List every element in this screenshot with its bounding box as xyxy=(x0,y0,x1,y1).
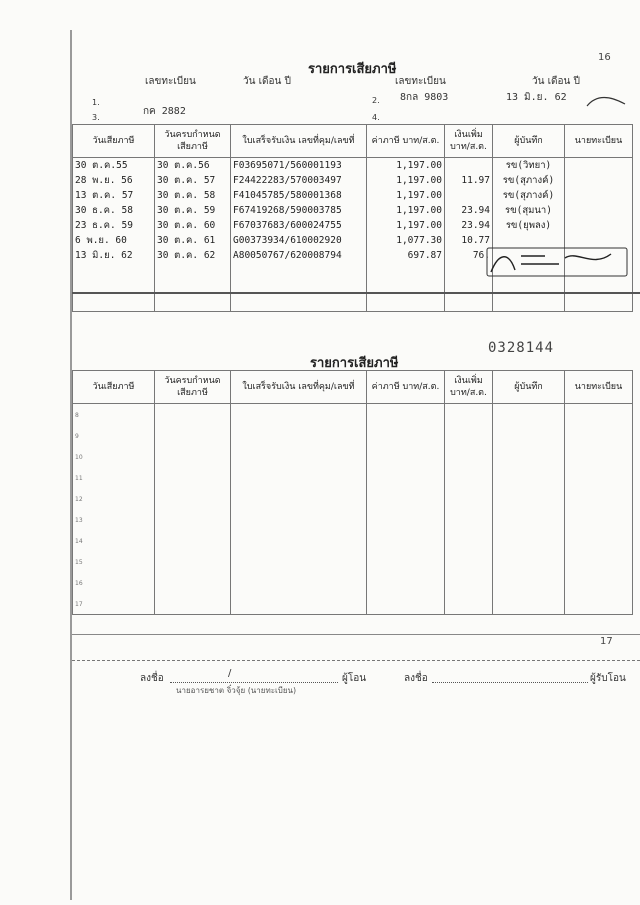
row-receipt: A80050767/620008794 xyxy=(231,248,367,263)
reg-number-2: 2. xyxy=(372,96,380,105)
section-divider-bottom xyxy=(72,634,640,635)
row-due: 30 ต.ค.56 xyxy=(155,158,231,174)
col-recorder: ผู้บันทึก xyxy=(493,125,565,158)
table-row xyxy=(73,572,633,593)
page-number-top: 16 xyxy=(598,52,611,63)
row-due: 30 ต.ค. 57 xyxy=(155,173,231,188)
section-divider xyxy=(72,292,640,294)
row-due: 30 ต.ค. 61 xyxy=(155,233,231,248)
row-paid: 13 มิ.ย. 62 xyxy=(73,248,155,263)
row-number: 17 xyxy=(75,601,83,608)
signature-mark-icon xyxy=(585,92,630,112)
dashed-divider xyxy=(72,660,640,662)
page-number-bottom: 17 xyxy=(600,636,613,647)
table-row xyxy=(73,218,633,233)
row-number: 15 xyxy=(75,559,83,566)
row-recorder: รข(ยุพลง) xyxy=(493,218,565,233)
row-recorder: รข(สุภางค์) xyxy=(493,173,565,188)
row-receipt: F67037683/600024755 xyxy=(231,218,367,233)
col-recorder: ผู้บันทึก xyxy=(493,371,565,404)
table-row xyxy=(73,158,633,174)
row-extra: 23.94 xyxy=(445,218,493,233)
table-header-row xyxy=(73,125,633,158)
col-due-date: วันครบกำหนด เสียภาษี xyxy=(155,371,231,404)
tax-table-top xyxy=(72,124,633,312)
row-tax: 697.87 xyxy=(367,248,445,263)
reg-number-3: 3. xyxy=(92,113,100,122)
reg-number-4: 4. xyxy=(372,113,380,122)
table-row xyxy=(73,593,633,615)
row-registrar xyxy=(565,188,633,203)
col-receipt: ใบเสร็จรับเงิน เลขที่คุม/เลขที่ xyxy=(231,125,367,158)
row-paid: 30 ธ.ค. 58 xyxy=(73,203,155,218)
row-receipt: G00373934/610002920 xyxy=(231,233,367,248)
signer-name: นายอารยชาต จิ๋วจุ้ย (นายทะเบียน) xyxy=(176,686,297,695)
table-row xyxy=(73,530,633,551)
table-row xyxy=(73,467,633,488)
row-paid: 13 ต.ค. 57 xyxy=(73,188,155,203)
row-extra: 23.94 xyxy=(445,203,493,218)
date-label-left: วัน เดือน ปี xyxy=(243,76,291,87)
table-row xyxy=(73,425,633,446)
col-receipt: ใบเสร็จรับเงิน เลขที่คุม/เลขที่ xyxy=(231,371,367,404)
sign-line-right xyxy=(432,682,588,683)
row-tax: 1,197.00 xyxy=(367,218,445,233)
col-paid-date: วันเสียภาษี xyxy=(73,125,155,158)
row-paid: 6 พ.ย. 60 xyxy=(73,233,155,248)
col-tax: ค่าภาษี บาท/ส.ต. xyxy=(367,125,445,158)
row-tax: 1,197.00 xyxy=(367,188,445,203)
row-tax: 1,197.00 xyxy=(367,158,445,174)
transferor-label: ผู้โอน xyxy=(342,673,367,684)
row-due: 30 ต.ค. 59 xyxy=(155,203,231,218)
row-paid: 28 พ.ย. 56 xyxy=(73,173,155,188)
row-tax: 1,197.00 xyxy=(367,203,445,218)
row-receipt: F67419268/590003785 xyxy=(231,203,367,218)
date-label-right: วัน เดือน ปี xyxy=(532,76,580,87)
col-extra: เงินเพิ่ม บาท/ส.ต. xyxy=(445,125,493,158)
row-tax: 1,077.30 xyxy=(367,233,445,248)
row-paid: 23 ธ.ค. 59 xyxy=(73,218,155,233)
table-row xyxy=(73,446,633,467)
row-paid: 30 ต.ค.55 xyxy=(73,158,155,174)
official-stamp-icon xyxy=(485,244,630,280)
table-row xyxy=(73,509,633,530)
reg-value-2: 8กล 9803 xyxy=(400,92,449,103)
page-title-top: รายการเสียภาษี xyxy=(308,62,397,77)
row-receipt: F41045785/580001368 xyxy=(231,188,367,203)
row-extra: 11.97 xyxy=(445,173,493,188)
row-number: 16 xyxy=(75,580,83,587)
col-tax: ค่าภาษี บาท/ส.ต. xyxy=(367,371,445,404)
row-number: 12 xyxy=(75,496,83,503)
row-extra xyxy=(445,158,493,174)
row-due: 30 ต.ค. 62 xyxy=(155,248,231,263)
row-extra xyxy=(445,188,493,203)
col-extra: เงินเพิ่ม บาท/ส.ต. xyxy=(445,371,493,404)
col-registrar: นายทะเบียน xyxy=(565,125,633,158)
table-row xyxy=(73,488,633,509)
table-row xyxy=(73,551,633,572)
col-registrar: นายทะเบียน xyxy=(565,371,633,404)
page-title-bottom: รายการเสียภาษี xyxy=(310,356,399,371)
row-number: 11 xyxy=(75,475,83,482)
row-number: 13 xyxy=(75,517,83,524)
row-number: 9 xyxy=(75,433,79,440)
row-registrar xyxy=(565,203,633,218)
row-due: 30 ต.ค. 60 xyxy=(155,218,231,233)
col-paid-date: วันเสียภาษี xyxy=(73,371,155,404)
reg-label-left: เลขทะเบียน xyxy=(145,76,196,87)
row-extra: 10.77 xyxy=(445,233,493,248)
table-row xyxy=(73,188,633,203)
reg-value-1: กค 2882 xyxy=(143,106,186,117)
row-number: 8 xyxy=(75,412,79,419)
table-row xyxy=(73,203,633,218)
row-receipt: F24422283/570003497 xyxy=(231,173,367,188)
row-registrar xyxy=(565,158,633,174)
row-due: 30 ต.ค. 58 xyxy=(155,188,231,203)
sign-line-left xyxy=(170,682,338,683)
row-number: 14 xyxy=(75,538,83,545)
row-tax: 1,197.00 xyxy=(367,173,445,188)
row-recorder: รข(สุมนา) xyxy=(493,203,565,218)
receiver-label: ผู้รับโอน xyxy=(590,673,626,684)
row-receipt: F03695071/560001193 xyxy=(231,158,367,174)
sign-date-separator: / xyxy=(228,668,232,679)
reg-label-right: เลขทะเบียน xyxy=(395,76,446,87)
row-recorder: รข(สุภางค์) xyxy=(493,188,565,203)
col-due-date: วันครบกำหนด เสียภาษี xyxy=(155,125,231,158)
row-recorder: รข(วิทยา) xyxy=(493,158,565,174)
reg-date-2: 13 มิ.ย. 62 xyxy=(506,92,567,103)
table-row xyxy=(73,404,633,426)
reg-number-1: 1. xyxy=(92,98,100,107)
sign-label-left: ลงชื่อ xyxy=(140,673,164,684)
table-header-row xyxy=(73,371,633,404)
row-number: 10 xyxy=(75,454,83,461)
table-row xyxy=(73,173,633,188)
row-registrar xyxy=(565,173,633,188)
row-extra: 76. xyxy=(445,248,493,263)
tax-table-bottom xyxy=(72,370,633,615)
row-registrar xyxy=(565,218,633,233)
reference-number: 0328144 xyxy=(488,340,555,356)
sign-label-right: ลงชื่อ xyxy=(404,673,428,684)
